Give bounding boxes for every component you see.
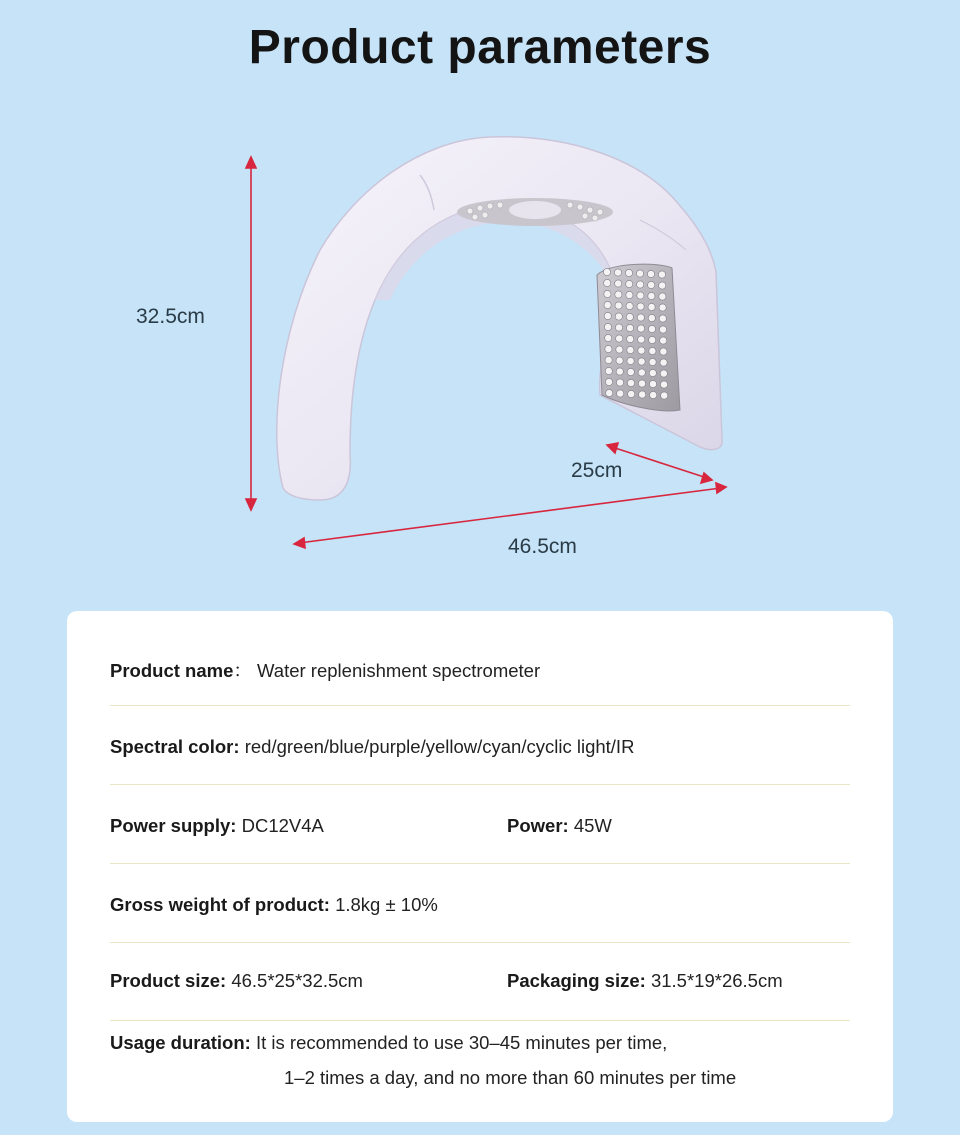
led-dot: [637, 314, 644, 321]
divider: [110, 942, 850, 943]
power-key: Power: [507, 815, 563, 836]
led-dot: [637, 325, 644, 332]
product-size-value: 46.5*25*32.5cm: [231, 970, 363, 991]
led-dot: [659, 304, 666, 311]
usage-duration-line-1: It is recommended to use 30–45 minutes per time,: [255, 1032, 668, 1053]
led-dot: [627, 368, 634, 375]
led-dot: [636, 270, 643, 277]
divider: [110, 1020, 850, 1021]
led-dot: [626, 324, 633, 331]
led-dot: [638, 369, 645, 376]
led-dot: [649, 369, 656, 376]
led-dot: [605, 334, 612, 341]
led-dot: [603, 268, 610, 275]
led-dot: [659, 282, 666, 289]
product-name-value: Water replenishment spectrometer: [257, 660, 541, 681]
usage-duration-key: Usage duration: [110, 1032, 245, 1053]
led-dot: [616, 368, 623, 375]
led-dot: [616, 346, 623, 353]
led-dot: [604, 279, 611, 286]
spectral-color-value: red/green/blue/purple/yellow/cyan/cyclic light/IR: [244, 736, 635, 757]
led-dot: [649, 336, 656, 343]
packaging-size-cell: Packaging size: 31.5*19*26.5cm: [507, 970, 783, 991]
led-dot: [649, 358, 656, 365]
led-dot: [627, 379, 634, 386]
led-dot: [627, 357, 634, 364]
width-dimension-label: 46.5cm: [508, 535, 577, 558]
divider: [110, 784, 850, 785]
led-dot: [639, 391, 646, 398]
led-dot: [648, 292, 655, 299]
led-dot: [628, 390, 635, 397]
led-dot: [616, 357, 623, 364]
power-cell: Power: 45W: [507, 815, 612, 836]
product-name-row: [110, 657, 850, 683]
gross-weight-value: 1.8kg ± 10%: [335, 894, 438, 915]
led-dot: [658, 271, 665, 278]
divider: [110, 705, 850, 706]
led-dot: [649, 347, 656, 354]
led-dot: [626, 291, 633, 298]
led-dot: [615, 302, 622, 309]
spectral-color-key: Spectral color: [110, 736, 234, 757]
led-dot: [604, 312, 611, 319]
led-dot: [604, 301, 611, 308]
product-name-key: Product name: [110, 660, 234, 681]
led-dot: [626, 302, 633, 309]
usage-duration-line-2: 1–2 times a day, and no more than 60 minutes per time: [284, 1067, 737, 1088]
spectral-color-row: Spectral color: red/green/blue/purple/yellow/cyan/cyclic light/IR: [110, 736, 635, 757]
led-dot: [604, 323, 611, 330]
led-dot: [638, 347, 645, 354]
led-dot: [605, 345, 612, 352]
led-dot: [627, 346, 634, 353]
led-dot: [637, 292, 644, 299]
led-dot: [626, 313, 633, 320]
led-dot: [615, 313, 622, 320]
led-dot: [648, 325, 655, 332]
led-dot: [659, 326, 666, 333]
led-dot: [647, 270, 654, 277]
led-dot: [648, 314, 655, 321]
led-dot: [625, 269, 632, 276]
led-dot: [638, 336, 645, 343]
led-dot: [606, 389, 613, 396]
depth-dimension-label: 25cm: [571, 459, 623, 482]
led-dot: [616, 335, 623, 342]
led-dot: [615, 280, 622, 287]
led-dot: [604, 290, 611, 297]
height-dimension-label: 32.5cm: [136, 305, 205, 328]
led-dot: [659, 293, 666, 300]
led-dot: [659, 315, 666, 322]
led-dot: [660, 370, 667, 377]
packaging-size-value: 31.5*19*26.5cm: [650, 970, 783, 991]
gross-weight-key: Gross weight of product: [110, 894, 324, 915]
power-row: Power supply: DC12V4A Power: 45W: [110, 815, 612, 836]
led-dot: [605, 378, 612, 385]
power-supply-value: DC12V4A: [241, 815, 324, 836]
led-dot: [649, 380, 656, 387]
led-dot: [638, 380, 645, 387]
led-dot: [660, 337, 667, 344]
led-dot: [650, 391, 657, 398]
led-dot: [648, 303, 655, 310]
size-row: Product size: 46.5*25*32.5cm Packaging size: 31.5*19*26.5cm: [110, 970, 783, 991]
led-dot: [638, 358, 645, 365]
led-dot: [614, 269, 621, 276]
power-supply-key: Power supply: [110, 815, 231, 836]
led-dot: [615, 291, 622, 298]
led-dot: [660, 381, 667, 388]
gross-weight-row: Gross weight of product: 1.8kg ± 10%: [110, 894, 438, 915]
depth-arrow: [612, 447, 707, 478]
led-dot: [660, 359, 667, 366]
divider: [110, 863, 850, 864]
parameters-card: [67, 611, 893, 1122]
led-dot: [648, 281, 655, 288]
led-dot: [605, 367, 612, 374]
usage-duration-row: Usage duration: It is recommended to use 30–45 minutes per time,: [110, 1032, 668, 1053]
led-dot: [605, 356, 612, 363]
led-dot: [615, 324, 622, 331]
product-size-key: Product size: [110, 970, 220, 991]
led-dot: [616, 379, 623, 386]
led-dot: [637, 281, 644, 288]
product-name-separator: ：: [233, 660, 252, 681]
led-dot: [627, 335, 634, 342]
power-value: 45W: [573, 815, 612, 836]
led-dot: [617, 390, 624, 397]
packaging-size-key: Packaging size: [507, 970, 640, 991]
led-dot: [661, 392, 668, 399]
led-dot: [637, 303, 644, 310]
led-dot: [660, 348, 667, 355]
page-title: Product parameters: [248, 21, 712, 74]
led-dot: [626, 280, 633, 287]
